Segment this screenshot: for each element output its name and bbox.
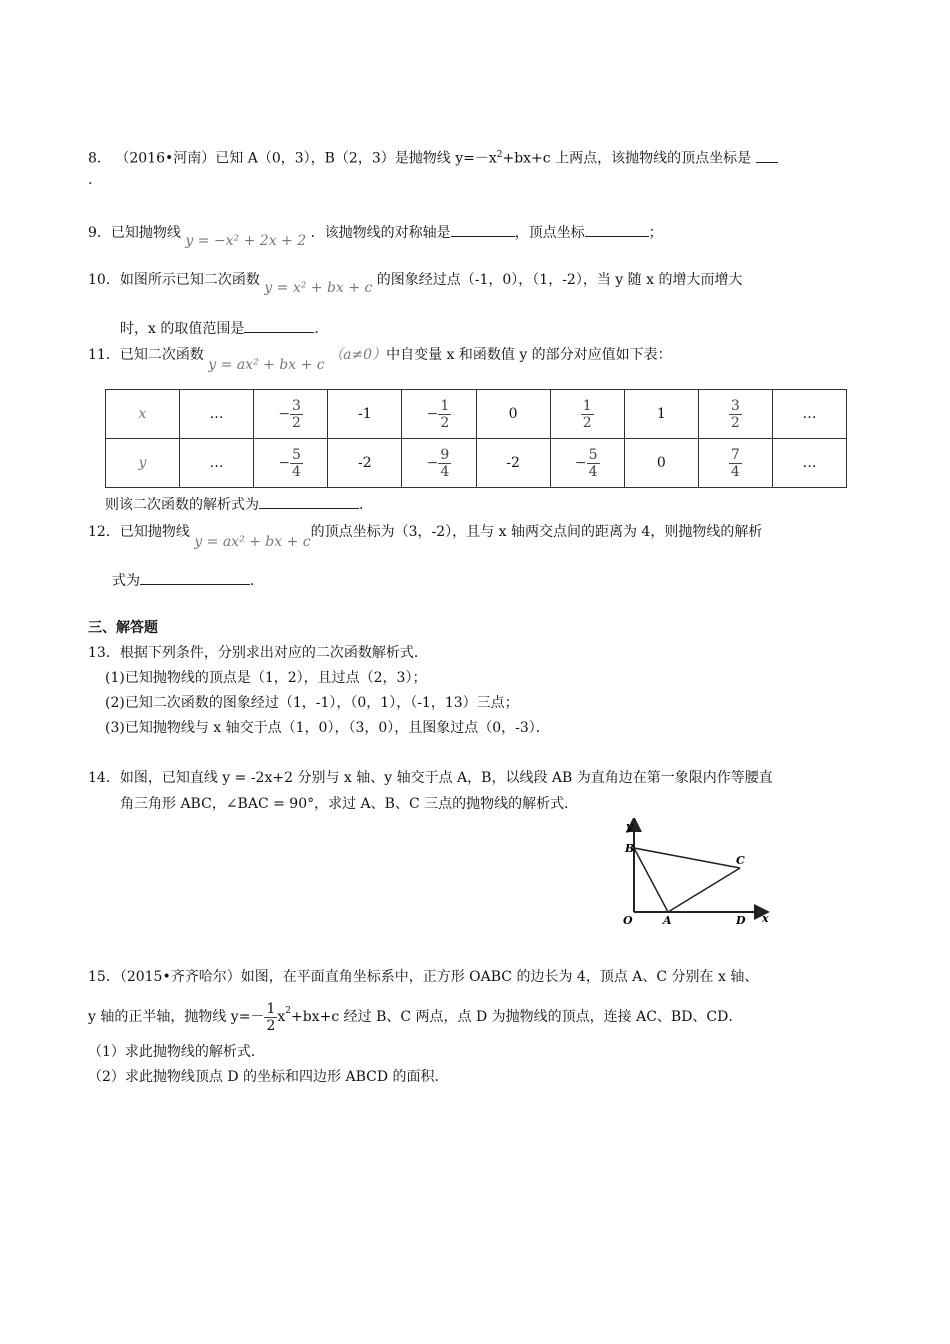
cell-y-1-fraction [278,447,303,480]
q10-text-d: ． [314,321,329,337]
q12-answer-blank[interactable] [140,570,250,585]
q9-text-c: ，顶点坐标 [514,225,585,241]
fig-label-x: x [762,912,769,925]
q9-vertex-blank[interactable] [585,222,649,237]
q13-text: 根据下列条件，分别求出对应的二次函数解析式． [119,645,428,661]
cell-x-6: 1 [624,390,698,439]
q15-item-2: （2）求此抛物线顶点 D 的坐标和四边形 ABCD 的面积． [88,1069,449,1085]
cell-y-1-denominator: 4 [292,463,301,480]
q10-text-b: 的图象经过点（-1，0），（1，-2），当 y 随 x 的增大而增大 [376,272,743,288]
q15-item-1: （1）求此抛物线的解析式． [88,1044,265,1060]
cell-x-1 [254,390,328,439]
cell-y-1-sign: − [278,455,291,471]
cell-x-7-numerator: 3 [730,397,740,414]
q12-text-b: 的顶点坐标为（3，-2），且与 x 轴两交点间的距离为 4，则抛物线的解析 [310,524,763,540]
q14-text-a: 如图，已知直线 y = -2x+2 分别与 x 轴、y 轴交于点 A，B，以线段 AB 为直角边在第一象限内作等腰直 [119,770,773,786]
section-heading: 三、解答题 [88,620,158,636]
cell-y-5 [550,439,624,488]
fig-label-a: A [663,914,672,927]
cell-y-5-denominator: 4 [588,463,598,480]
q11-condition: （a≠0） [329,347,387,363]
q14-number: 14． [88,770,120,786]
cell-y-7-fraction [729,447,742,480]
q10-number: 10． [88,272,120,288]
q8-line1 [88,145,778,169]
cell-y-3-numerator: 9 [440,446,450,463]
q12-formula: y = ax² + bx + c [194,534,311,550]
cell-y-2: -2 [328,439,402,488]
fig-label-o: O [623,914,633,927]
q12-text-c: 式为 [112,573,140,589]
cell-x-3-fraction [427,398,452,431]
q11-text-c: 则该二次函数的解析式为 [105,497,259,513]
q14-line2: 角三角形 ABC，∠BAC = 90°，求过 A、B、C 三点的抛物线的解析式． [120,796,579,812]
q13-item-1: (1)已知抛物线的顶点是（1，2），且过点（2，3）； [105,670,427,686]
cell-y-5-numerator: 5 [588,446,598,463]
cell-y-7 [698,439,772,488]
segment-ba [634,848,668,912]
cell-x-1-denominator: 2 [292,414,301,431]
q9-line [88,222,663,249]
fig-label-c: C [736,854,745,867]
q10-line1 [88,270,743,296]
cell-x-4: 0 [476,390,550,439]
q15-number: 15． [88,969,120,985]
q8-answer-blank[interactable] [756,148,778,163]
cell-x-7 [698,390,772,439]
q12-text-a: 已知抛物线 [119,524,190,540]
cell-x-3-sign: − [426,406,439,422]
q10-formula: y = x² + bx + c [264,280,373,296]
fig-label-d: D [736,914,746,927]
cell-x-1-sign: − [278,406,291,422]
cell-y-3 [402,439,476,488]
q10-answer-blank[interactable] [244,318,314,333]
q9-text-a: 已知抛物线 [110,225,181,241]
q9-axis-blank[interactable] [451,222,515,237]
q10-text-a: 如图所示已知二次函数 [119,272,260,288]
q15-frac-num: 1 [266,1000,276,1017]
q15-line1 [88,967,758,987]
segment-ac [668,868,740,912]
q15-frac-den: 2 [266,1017,276,1034]
q9-formula: y = −x² + 2x + 2 [185,233,307,249]
segment-bc [634,848,740,868]
cell-y-5-fraction [575,447,600,480]
q8-tail: . [88,172,93,188]
cell-x-7-denominator: 2 [730,414,740,431]
q15-fraction [264,1001,277,1034]
cell-x-8: … [772,390,846,439]
q8-text-a: （2016•河南）已知 A（0，3），B（2，3）是抛物线 y=－x [115,150,497,167]
cell-x-5-fraction [581,398,594,431]
q8-sup: 2 [496,150,503,160]
row-label-x: x [106,390,180,439]
cell-y-8: … [772,439,846,488]
q14-figure [612,818,772,930]
cell-y-1-numerator: 5 [292,446,301,463]
q13-line [88,643,428,663]
cell-y-3-fraction [427,447,452,480]
q12-number: 12． [88,524,120,540]
q14-line1 [88,768,773,788]
q12-line2 [112,570,264,591]
q8-number: 8． [88,150,111,167]
cell-x-3-denominator: 2 [440,414,450,431]
q11-text-b: 中自变量 x 和函数值 y 的部分对应值如下表： [386,347,672,363]
q15-text-c: x [277,1009,286,1025]
q11-number: 11． [88,347,120,363]
cell-x-3 [402,390,476,439]
cell-y-0: … [179,439,253,488]
q11-formula: y = ax² + bx + c [208,357,325,373]
q8-text-b: +bx+c 上两点，该抛物线的顶点坐标是 [502,150,752,167]
cell-y-3-denominator: 4 [440,463,450,480]
cell-x-2: -1 [328,390,402,439]
q10-line2 [120,318,328,339]
q12-text-d: ． [250,573,264,589]
cell-x-5 [550,390,624,439]
cell-x-1-fraction [278,398,303,431]
q11-line1 [88,345,672,373]
cell-x-0: … [179,390,253,439]
q15-text-a: （2015•齐齐哈尔）如图，在平面直角坐标系中，正方形 OABC 的边长为 4，顶点 A、C 分别在 x 轴、 [119,969,759,985]
q9-number: 9． [88,225,111,241]
row-label-y: y [106,439,180,488]
q15-text-d: +bx+c 经过 B、C 两点，点 D 为抛物线的顶点，连接 AC、BD、CD． [291,1009,743,1025]
cell-x-1-numerator: 3 [292,397,301,414]
cell-x-5-numerator: 1 [582,397,592,414]
q11-value-table [105,389,847,488]
q12-line1 [88,522,763,550]
q9-text-d: ； [648,225,663,241]
cell-x-7-fraction [729,398,742,431]
q10-text-c: 时，x 的取值范围是 [120,321,245,337]
cell-y-6: 0 [624,439,698,488]
q11-answer-blank[interactable] [259,494,359,509]
cell-y-5-sign: − [574,455,587,471]
q15-sup: 2 [285,1006,292,1016]
cell-y-4: -2 [476,439,550,488]
q15-line2 [88,1000,742,1034]
q13-item-3: (3)已知抛物线与 x 轴交于点（1，0），（3，0），且图象过点（0，-3）． [105,720,550,736]
q13-number: 13． [88,645,120,661]
cell-y-3-sign: − [426,455,439,471]
fig-label-b: B [625,842,635,855]
q15-text-b: y 轴的正半轴，抛物线 y=－ [88,1009,265,1025]
cell-y-7-denominator: 4 [730,463,740,480]
table-row-x [106,390,847,439]
table-row-y [106,439,847,488]
cell-y-1 [254,439,328,488]
q11-line2 [105,494,373,515]
cell-x-3-numerator: 1 [440,397,450,414]
q11-text-d: ． [359,497,373,513]
fig-label-y: y [626,820,633,833]
q11-text-a: 已知二次函数 [119,347,204,363]
cell-y-7-numerator: 7 [730,446,740,463]
q13-item-2: (2)已知二次函数的图象经过（1，-1），（0，1），（-1，13）三点； [105,695,519,711]
cell-x-5-denominator: 2 [582,414,592,431]
q9-text-b: ．该抛物线的对称轴是 [310,225,451,241]
